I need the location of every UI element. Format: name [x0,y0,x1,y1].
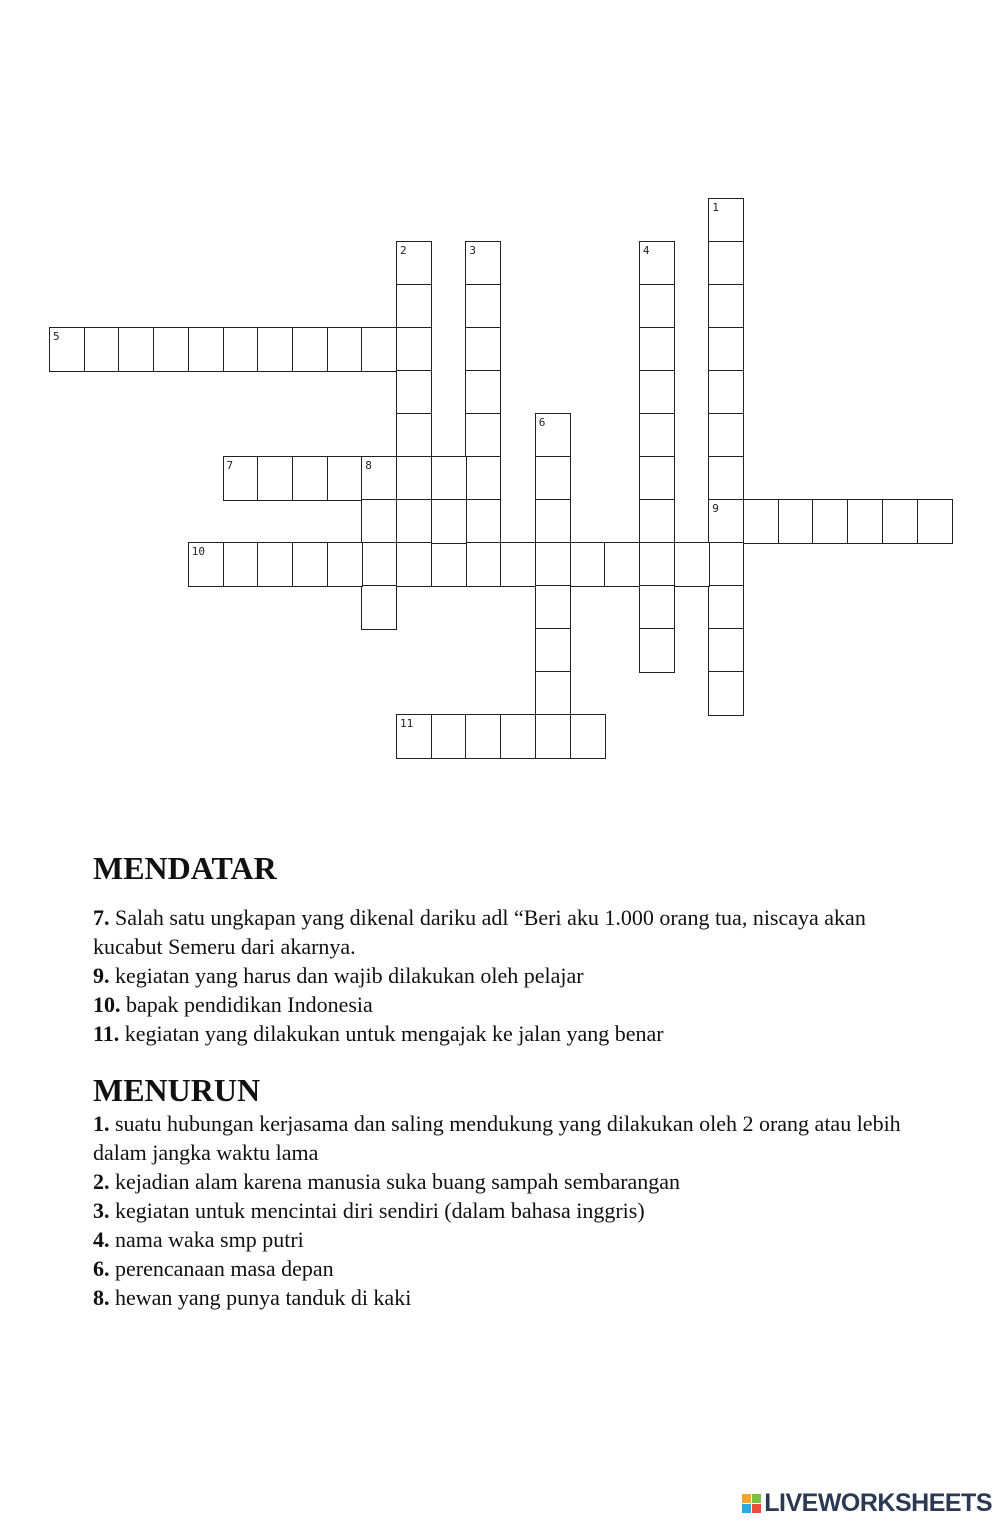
grid-cell[interactable] [535,456,571,501]
grid-cell[interactable] [535,628,571,673]
across-heading: MENDATAR [93,850,277,886]
clue-num: 3. [93,1198,110,1223]
clue-number: 6 [538,416,546,429]
grid-cell[interactable] [708,585,744,630]
grid-cell[interactable] [465,499,501,544]
grid-cell[interactable] [396,714,432,759]
clue-number: 7 [226,459,234,472]
grid-cell[interactable] [396,542,432,587]
grid-cell[interactable] [327,542,363,587]
grid-cell[interactable] [639,413,675,458]
clue-num: 11. [93,1021,120,1046]
clue-number: 2 [400,244,407,257]
grid-cell[interactable] [292,542,328,587]
grid-cell[interactable] [396,370,432,415]
grid-cell[interactable] [535,671,571,716]
grid-cell[interactable] [500,714,536,759]
grid-cell[interactable] [917,499,953,544]
grid-cell[interactable] [361,327,397,372]
across-clue [93,903,913,961]
down-clue [93,1225,913,1254]
clue-text: kejadian alam karena manusia suka buang sampah sembarangan [109,1169,681,1194]
down-clue [93,1254,913,1283]
grid-cell[interactable] [431,542,467,587]
grid-cell[interactable] [465,284,501,329]
clue-text: hewan yang punya tanduk di kaki [109,1285,412,1310]
across-clue [93,990,913,1019]
grid-cell[interactable] [223,327,259,372]
down-clue [93,1109,913,1167]
grid-cell[interactable] [570,542,606,587]
grid-cell[interactable] [535,585,571,630]
grid-cell[interactable] [639,499,675,544]
grid-cell[interactable] [361,499,397,544]
clue-num: 7. [93,905,110,930]
grid-cell[interactable] [223,542,259,587]
grid-cell[interactable] [708,284,744,329]
across-section [93,850,913,1048]
grid-cell[interactable] [535,714,571,759]
grid-cell[interactable] [396,241,432,286]
clue-number: 10 [191,545,206,558]
grid-cell[interactable] [708,456,744,501]
grid-cell[interactable] [882,499,918,544]
grid-cell[interactable] [639,456,675,501]
grid-cell[interactable] [327,327,363,372]
grid-cell[interactable] [465,542,501,587]
grid-cell[interactable] [361,456,397,501]
grid-cell[interactable] [535,542,571,587]
clue-number: 9 [712,502,719,515]
grid-cell[interactable] [570,714,606,759]
grid-cell[interactable] [500,542,536,587]
grid-cell[interactable] [639,241,675,286]
grid-cell[interactable] [708,671,744,716]
clue-text: kegiatan yang harus dan wajib dilakukan oleh pelajar [109,963,584,988]
clue-num: 8. [93,1285,110,1310]
grid-cell[interactable] [812,499,848,544]
across-clue [93,961,913,990]
liveworksheets-logo [742,1489,992,1518]
grid-cell[interactable] [708,413,744,458]
grid-cell[interactable] [708,198,744,243]
grid-cell[interactable] [639,370,675,415]
clue-number: 3 [469,244,477,257]
grid-cell[interactable] [188,542,224,587]
grid-cell[interactable] [257,327,293,372]
down-clue [93,1283,913,1312]
clue-num: 2. [93,1169,110,1194]
clue-num: 4. [93,1227,110,1252]
grid-cell[interactable] [465,714,501,759]
grid-cell[interactable] [361,585,397,630]
grid-cell[interactable] [396,284,432,329]
grid-cell[interactable] [188,327,224,372]
clue-num: 10. [93,992,121,1017]
grid-cell[interactable] [396,413,432,458]
across-clue [93,1019,913,1048]
grid-cell[interactable] [465,370,501,415]
grid-cell[interactable] [257,456,293,501]
grid-cell[interactable] [639,284,675,329]
grid-cell[interactable] [223,456,259,501]
grid-cell[interactable] [84,327,120,372]
clue-num: 9. [93,963,110,988]
grid-cell[interactable] [465,456,501,501]
grid-cell[interactable] [431,499,467,544]
grid-cell[interactable] [431,456,467,501]
grid-cell[interactable] [396,456,432,501]
grid-cell[interactable] [708,327,744,372]
grid-cell[interactable] [535,499,571,544]
clue-text: perencanaan masa depan [109,1256,334,1281]
grid-cell[interactable] [604,542,640,587]
grid-cell[interactable] [396,327,432,372]
clue-number: 4 [642,244,650,257]
grid-cell[interactable] [708,628,744,673]
grid-cell[interactable] [535,413,571,458]
grid-cell[interactable] [743,499,779,544]
clue-number: 8 [365,459,372,472]
grid-cell[interactable] [465,327,501,372]
clue-text: bapak pendidikan Indonesia [120,992,373,1017]
down-heading: MENURUN [93,1072,261,1108]
grid-cell[interactable] [396,499,432,544]
clue-text: nama waka smp putri [109,1227,304,1252]
grid-cell[interactable] [708,241,744,286]
down-clue [93,1196,913,1225]
grid-cell[interactable] [708,370,744,415]
grid-cell[interactable] [708,499,744,544]
grid-cell[interactable] [292,327,328,372]
grid-cell[interactable] [153,327,189,372]
clue-text: Salah satu ungkapan yang dikenal dariku adl “Beri aku 1.000 orang tua, niscaya akan kucabut Semeru dari akarnya. [93,905,866,959]
grid-cell[interactable] [257,542,293,587]
clue-number: 11 [400,717,414,730]
clue-number: 1 [712,201,719,214]
grid-cell[interactable] [118,327,154,372]
clue-text: suatu hubungan kerjasama dan saling mendukung yang dilakukan oleh 2 orang atau lebih dalam jangka waktu lama [93,1111,901,1165]
clue-num: 1. [93,1111,110,1136]
grid-cell[interactable] [465,241,501,286]
grid-cell[interactable] [708,542,744,587]
logo-text: LIVEWORKSHEETS [764,1489,992,1517]
grid-cell[interactable] [778,499,814,544]
down-section [93,1072,913,1312]
grid-cell[interactable] [639,542,675,587]
grid-cell[interactable] [639,585,675,630]
grid-cell[interactable] [465,413,501,458]
grid-cell[interactable] [639,327,675,372]
logo-icon [742,1494,761,1513]
grid-cell[interactable] [361,542,397,587]
grid-cell[interactable] [639,628,675,673]
grid-cell[interactable] [674,542,710,587]
clue-text: kegiatan yang dilakukan untuk mengajak ke jalan yang benar [119,1021,664,1046]
clue-text: kegiatan untuk mencintai diri sendiri (dalam bahasa inggris) [109,1198,645,1223]
grid-cell[interactable] [431,714,467,759]
grid-cell[interactable] [49,327,85,372]
down-clue [93,1167,913,1196]
grid-cell[interactable] [292,456,328,501]
clue-num: 6. [93,1256,110,1281]
grid-cell[interactable] [327,456,363,501]
grid-cell[interactable] [847,499,883,544]
clue-number: 5 [53,330,60,343]
